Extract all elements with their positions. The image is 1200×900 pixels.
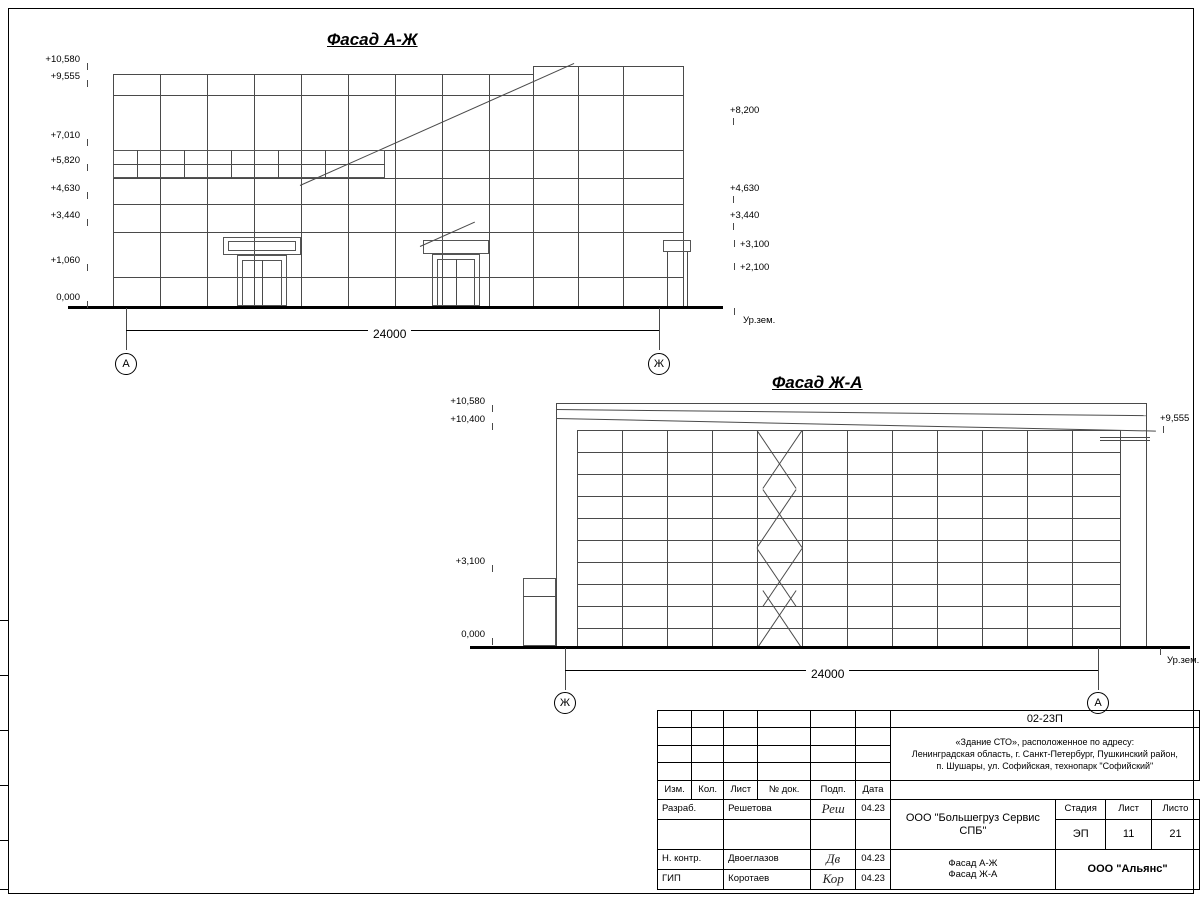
list-header: Лист bbox=[1106, 800, 1152, 820]
col-header-podp: Подп. bbox=[810, 780, 856, 800]
level-mark: +10,400 bbox=[450, 414, 485, 425]
lists-value: 21 bbox=[1151, 820, 1199, 850]
level-mark: 0,000 bbox=[461, 629, 485, 640]
object-address-1: Ленинградская область, г. Санкт-Петербург, Пушкинский район, bbox=[911, 748, 1178, 759]
level-mark: 0,000 bbox=[56, 292, 80, 303]
role-label: ГИП bbox=[658, 870, 724, 890]
level-mark: +9,555 bbox=[50, 71, 80, 82]
axis-bubble-zh: Ж bbox=[554, 692, 576, 714]
role-name: Коротаев bbox=[724, 870, 811, 890]
signature: Кор bbox=[810, 870, 856, 890]
sheet-name: Фасад А-Ж Фасад Ж-А bbox=[890, 850, 1055, 890]
level-mark: +9,555 bbox=[1160, 413, 1190, 424]
axis-bubble-a: А bbox=[1087, 692, 1109, 714]
col-header-doc: № док. bbox=[758, 780, 810, 800]
col-header-izm: Изм. bbox=[658, 780, 692, 800]
level-mark: +4,630 bbox=[50, 183, 80, 194]
level-mark: +8,200 bbox=[730, 105, 760, 116]
level-mark: +3,440 bbox=[50, 210, 80, 221]
col-header-list: Лист bbox=[724, 780, 758, 800]
stage-header: Стадия bbox=[1056, 800, 1106, 820]
level-mark: +4,630 bbox=[730, 183, 760, 194]
role-name: Решетова bbox=[724, 800, 811, 820]
level-mark: +3,440 bbox=[730, 210, 760, 221]
axis-bubble-zh: Ж bbox=[648, 353, 670, 375]
dimension-label: 24000 bbox=[368, 327, 411, 341]
col-header-data: Дата bbox=[856, 780, 890, 800]
organization-name: ООО "Альянс" bbox=[1056, 850, 1200, 890]
facade-a-zh-title: Фасад А-Ж bbox=[327, 30, 418, 49]
level-mark: +2,100 bbox=[740, 262, 770, 273]
dimension-label: 24000 bbox=[806, 667, 849, 681]
facade-zh-a-title: Фасад Ж-А bbox=[772, 373, 863, 392]
level-mark: +1,060 bbox=[50, 255, 80, 266]
role-label: Разраб. bbox=[658, 800, 724, 820]
axis-bubble-a: А bbox=[115, 353, 137, 375]
level-mark: +3,100 bbox=[455, 556, 485, 567]
object-title: «Здание СТО», расположенное по адресу: bbox=[955, 736, 1135, 747]
role-date: 04.23 bbox=[856, 850, 890, 870]
role-date: 04.23 bbox=[856, 870, 890, 890]
signature: Дв bbox=[810, 850, 856, 870]
level-mark: +3,100 bbox=[740, 239, 770, 250]
list-value: 11 bbox=[1106, 820, 1152, 850]
level-mark: +5,820 bbox=[50, 155, 80, 166]
level-mark: +10,580 bbox=[45, 54, 80, 65]
title-block bbox=[657, 710, 1200, 890]
customer-name: ООО "Большегруз Сервис СПБ" bbox=[890, 800, 1055, 850]
object-address-2: п. Шушары, ул. Софийская, технопарк "Софийский" bbox=[936, 761, 1154, 772]
role-date: 04.23 bbox=[856, 800, 890, 820]
left-edge-marks bbox=[0, 620, 9, 890]
ground-level-label: Ур.зем. bbox=[743, 315, 776, 326]
lists-header: Листо bbox=[1151, 800, 1199, 820]
col-header-kol: Кол. bbox=[692, 780, 724, 800]
role-name: Двоеглазов bbox=[724, 850, 811, 870]
ground-line-2 bbox=[470, 646, 1190, 649]
drawing-number: 02-23П bbox=[890, 711, 1199, 728]
role-label: Н. контр. bbox=[658, 850, 724, 870]
stage-value: ЭП bbox=[1056, 820, 1106, 850]
signature: Реш bbox=[810, 800, 856, 820]
level-mark: +10,580 bbox=[450, 396, 485, 407]
ground-level-label: Ур.зем. bbox=[1167, 655, 1200, 666]
level-mark: +7,010 bbox=[50, 130, 80, 141]
ground-line-1 bbox=[68, 306, 723, 309]
